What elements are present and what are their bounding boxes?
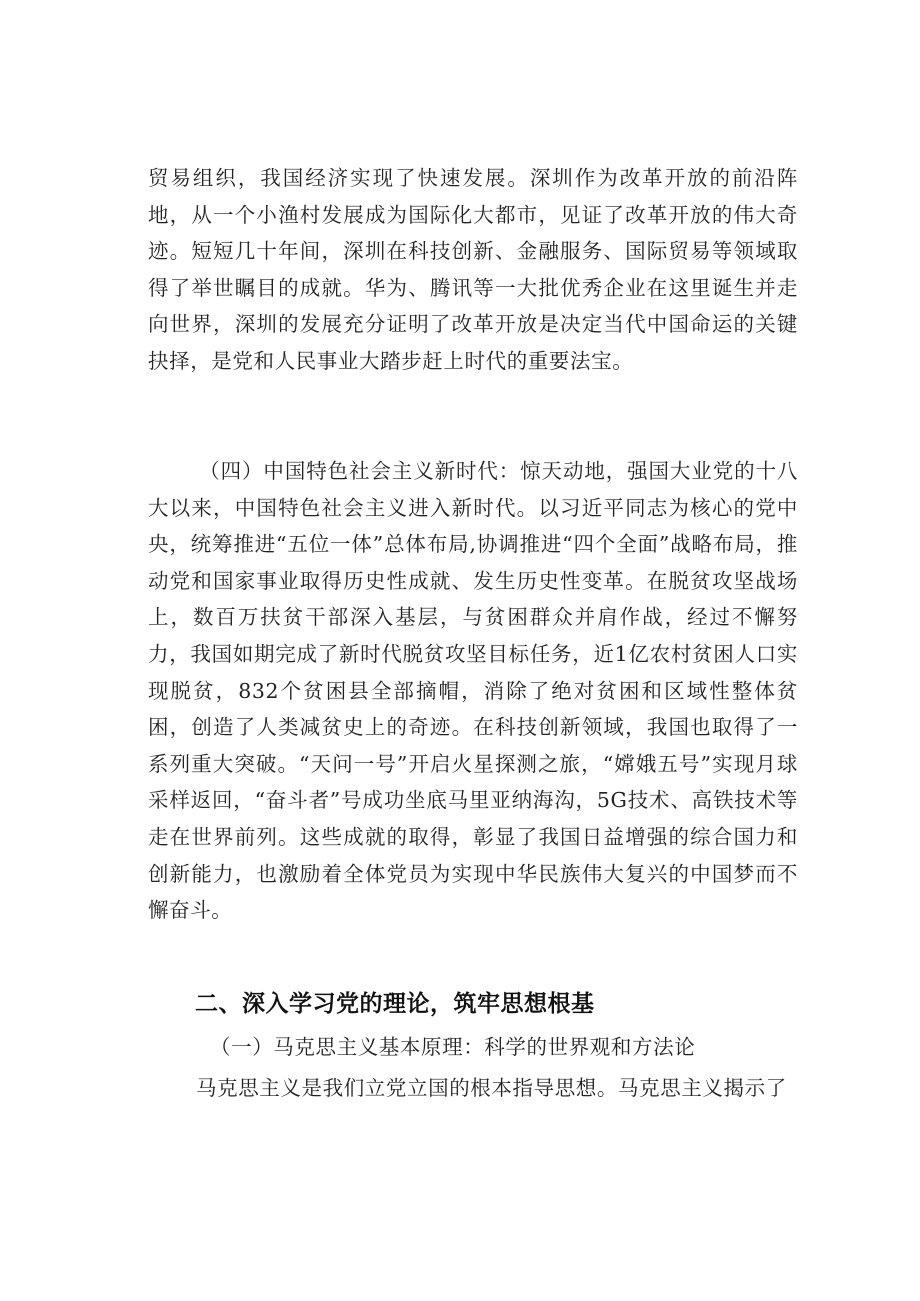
body-paragraph-marxism: 马克思主义是我们立党立国的根本指导思想。马克思主义揭示了 — [196, 1076, 787, 1100]
subheading: （一）马克思主义基本原理：科学的世界观和方法论 — [210, 1035, 696, 1059]
section-heading: 二、深入学习党的理论，筑牢思想根基 — [195, 991, 595, 1017]
body-paragraph-new-era: （四）中国特色社会主义新时代：惊天动地，强国大业党的十八大以来，中国特色社会主义进入新时代。以习近平同志为核心的党中央，统筹推进“五位一体”总体布局,协调推进“四个全面”战略布局，推动党和国家事业取得历史性成就、发生历史性变革。在脱贫攻坚战场上，数百万扶贫干部深入基层，与贫困群众并肩作战，经过不懈努力，我国如期完成了新时代脱贫攻坚目标任务，近1亿农村贫困人口实现脱贫，832个贫困县全部摘帽，消除了绝对贫困和区域性整体贫困，创造了人类减贫史上的奇迹。在科技创新领域，我国也取得了一系列重大突破。“天问一号”开启火星探测之旅，“嫦娥五号”实现月球采样返回，“奋斗者”号成功坐底马里亚纳海沟，5G技术、高铁技术等走在世界前列。这些成就的取得，彰显了我国日益增强的综合国力和创新能力，也激励着全体党员为实现中华民族伟大复兴的中国梦而不懈奋斗。 — [148, 459, 798, 923]
body-paragraph-reform: 贸易组织，我国经济实现了快速发展。深圳作为改革开放的前沿阵地，从一个小渔村发展成为国际化大都市，见证了改革开放的伟大奇迹。短短几十年间，深圳在科技创新、金融服务、国际贸易等领域取得了举世瞩目的成就。华为、腾讯等一大批优秀企业在这里诞生并走向世界，深圳的发展充分证明了改革开放是决定当代中国命运的关键抉择，是党和人民事业大踏步赶上时代的重要法宝。 — [148, 166, 798, 373]
